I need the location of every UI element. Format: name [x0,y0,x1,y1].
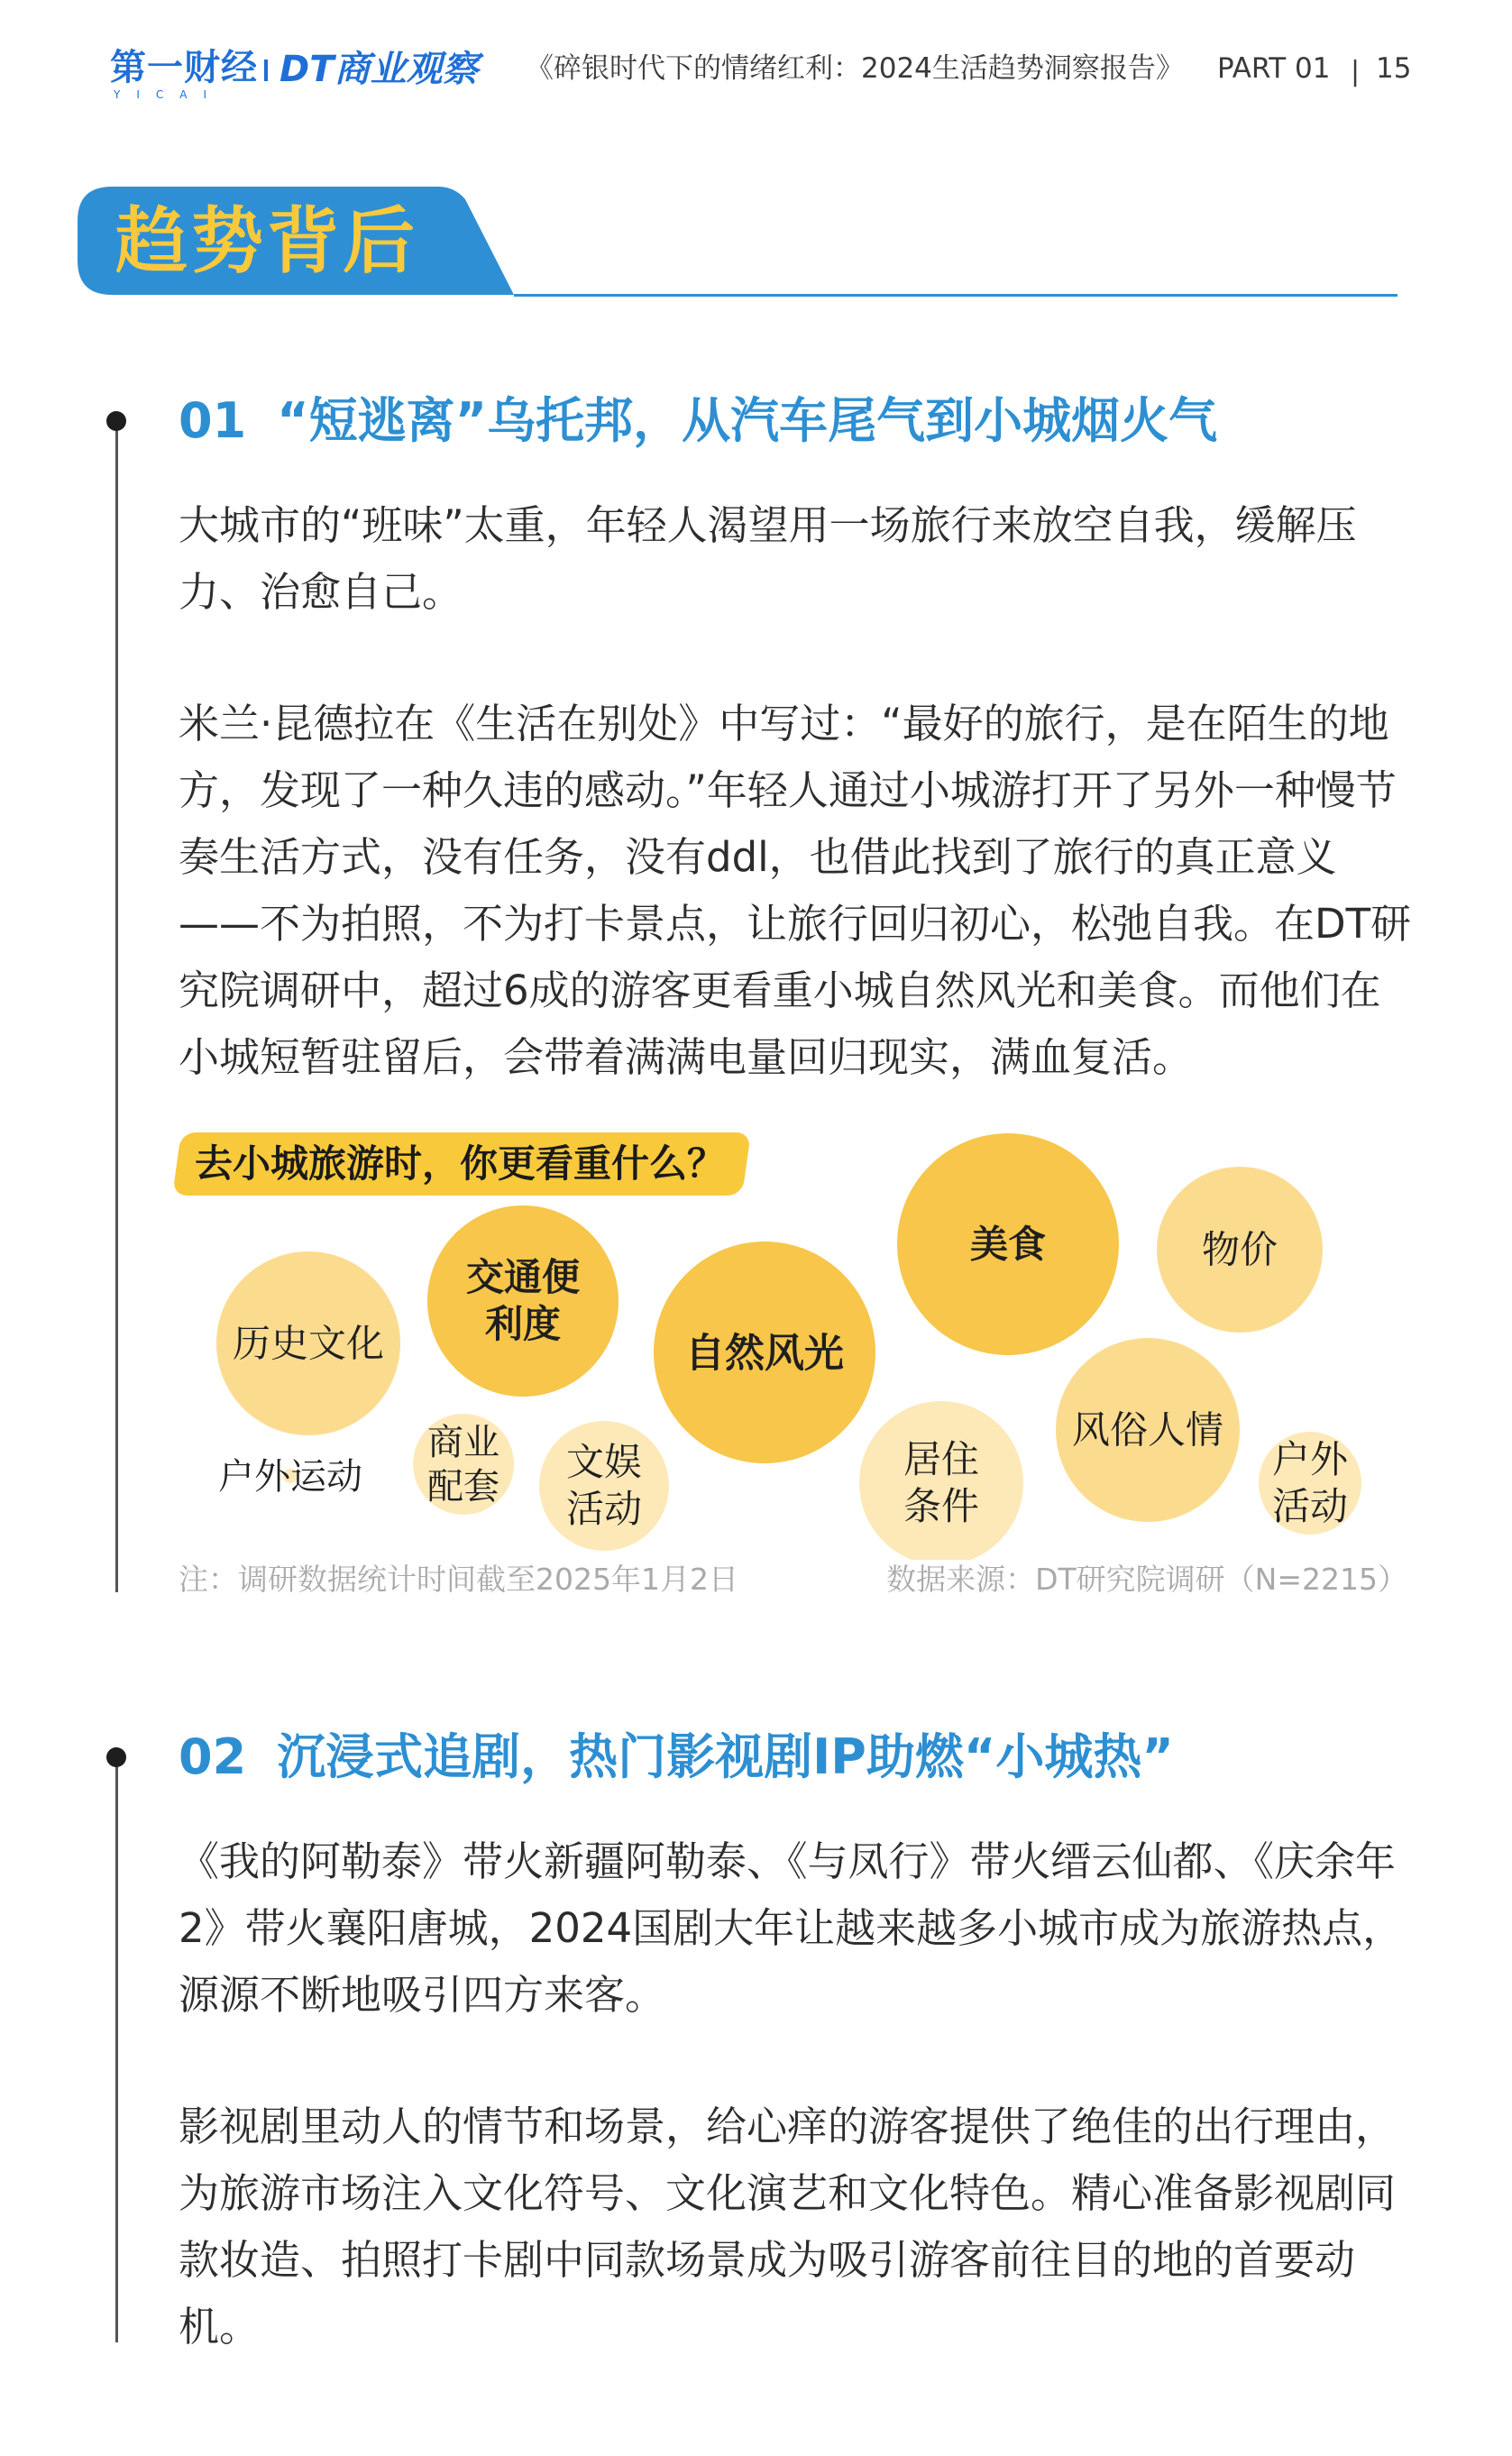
bubble-label-2: 美食 [969,1222,1047,1267]
bubble-6 [1157,1167,1323,1333]
bubble-label-4: 历史文化 [232,1321,385,1366]
dt-logo: DT商业观察 [279,49,479,90]
bubble-10 [413,1414,514,1515]
bubble-label-5: 风俗人情 [1071,1407,1224,1453]
timeline-line-2 [115,1756,118,2342]
section-1-paragraph-1: 大城市的“班味”太重，年轻人渴望用一场旅行来放空自我，缓解压力、治愈自己。 [179,501,1357,616]
yicai-logo-sub: YICAI [114,88,223,101]
timeline-dot-1 [106,411,126,431]
bubble-8 [539,1421,669,1551]
banner-title: 趋势背后 [115,199,418,283]
bubble-11 [218,1456,362,1498]
logo-separator [264,60,268,81]
bubble-label-10: 商业配套 [427,1421,499,1508]
bubble-label-7: 居住条件 [903,1437,980,1528]
report-part: PART 01 [1217,52,1331,85]
report-title: 《碎银时代下的情绪红利：2024生活趋势洞察报告》 [526,52,1184,85]
timeline-dot-2 [106,1747,126,1767]
section-2-number: 02 [179,1728,247,1785]
banner-underline [514,294,1397,297]
section-banner [76,185,518,297]
section-1-paragraph-2: 米兰·昆德拉在《生活在别处》中写过：“最好的旅行，是在陌生的地方，发现了一种久违的感动。”年轻人通过小城游打开了另外一种慢节奏生活方式，没有任务，没有ddl，也借此找到了旅行的真正意义——不为拍照，不为打卡景点，让旅行回归初心，松弛自我。在DT研究院调研中，超过6成的游客更看重小城自然风光和美食。而他们在小城短暂驻留后，会带着满满电量回归现实，满血复活。 [179,700,1412,1081]
section-1-title: “短逃离”乌托邦，从汽车尾气到小城烟火气 [277,392,1218,449]
bubble-7 [859,1401,1023,1560]
bubble-label-6: 物价 [1201,1227,1278,1272]
chart-title: 去小城旅游时，你更看重什么？ [195,1141,726,1186]
section-1-heading [179,391,1217,451]
bubble-chart [0,1118,1512,1560]
section-2-paragraph-1: 《我的阿勒泰》带火新疆阿勒泰、《与凤行》带火缙云仙都、《庆余年2》带火襄阳唐城，2024国剧大年让越来越多小城市成为旅游热点，源源不断地吸引四方来客。 [179,1837,1404,2019]
bubble-9 [1259,1432,1361,1535]
page-header [0,0,1512,126]
bubble-label-8: 文娱活动 [565,1440,643,1531]
bubble-label-3: 交通便利度 [465,1255,581,1346]
yicai-logo [110,47,258,101]
bubble-label-1: 自然风光 [685,1330,844,1377]
bubble-1 [654,1242,875,1463]
bubble-2 [897,1133,1119,1355]
chart-note: 注：调研数据统计时间截至2025年1月2日 [179,1562,738,1597]
yicai-logo-main: 第一财经 [110,47,258,88]
section-1-number: 01 [179,392,247,449]
section-2-heading [179,1727,1174,1787]
header-divider: | [1351,56,1361,87]
section-2-paragraph-2: 影视剧里动人的情节和场景，给心痒的游客提供了绝佳的出行理由，为旅游市场注入文化符号、文化演艺和文化特色。精心准备影视剧同款妆造、拍照打卡剧中同款场景成为吸引游客前往目的地的首要动机。 [179,2103,1397,2351]
bubble-label-9: 户外活动 [1271,1437,1349,1528]
chart-source: 数据来源：DT研究院调研（N=2215） [886,1562,1407,1597]
bubble-5 [1056,1338,1240,1522]
page-number: 15 [1376,52,1412,85]
bubble-4 [216,1251,400,1435]
bubble-label-11: 户外运动 [218,1456,362,1498]
section-2-title: 沉浸式追剧，热门影视剧IP助燃“小城热” [277,1728,1174,1785]
bubble-3 [427,1205,619,1397]
